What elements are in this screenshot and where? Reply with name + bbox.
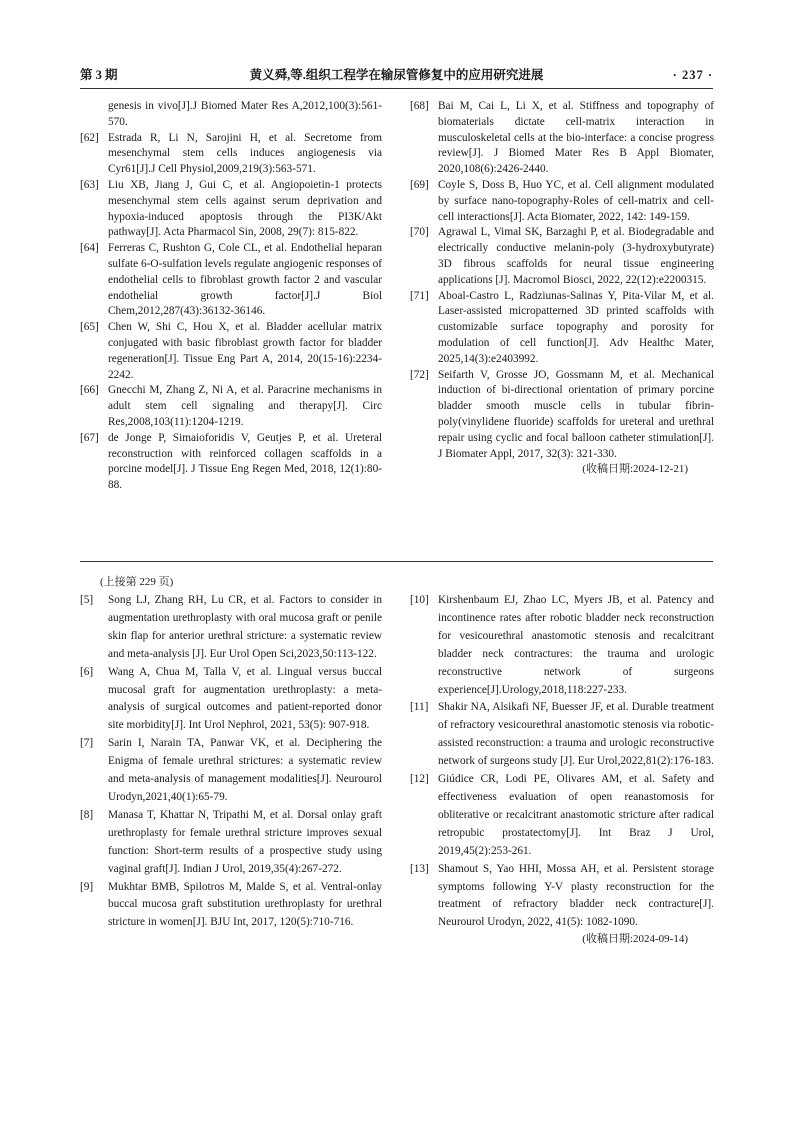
reference-item: [11] Shakir NA, Alsikafi NF, Buesser JF, et al. Durable treatment of refractory vesicourethral anastomotic stenosis via robotic-assisted reconstruction: a trauma and urologic reconstructive network of surgeons study [J]. Eur Urol,2022,81(2):176-183. xyxy=(410,701,714,768)
reference-item: [68] Bai M, Cai L, Li X, et al. Stiffness and topography of biomaterials dictate cell-matrix interaction in musculoskeletal cells at the bio-interface: a concise progress review[J]. J Biomed Mater Res B Appl Biomater, 2020,108(6):2426-2440. xyxy=(410,100,714,176)
received-date: (收稿日期:2024-09-14) xyxy=(582,933,688,946)
reference-item: [13] Shamout S, Yao HHI, Mossa AH, et al. Persistent storage symptoms following Y-V plasty reconstruction for the treatment of refractory bladder neck contracture[J]. Neurourol Urodyn, 2022, 41(5): 1082-1090. xyxy=(410,862,714,929)
top-right-references xyxy=(410,99,714,478)
received-date: (收稿日期:2024-12-21) xyxy=(582,463,688,476)
reference-text: Ferreras C, Rushton G, Cole CL, et al. Endothelial heparan sulfate 6-O-sulfation levels regulate angiogenic responses of endothelial cells to fibroblast growth factor 2 and vascular endothelial growth factor[J].J Biol Chem,2012,287(43):36132-36146. xyxy=(108,242,382,318)
reference-item: [70] Agrawal L, Vimal SK, Barzaghi P, et al. Biodegradable and electrically conductive melanin-poly (3-hydroxybutyrate) 3D fibrous scaffolds for neural tissue engineering applications [J]. Macromol Biosci, 2022, 22(12):e2200315. xyxy=(410,226,714,286)
reference-item: [71] Aboal-Castro L, Radziunas-Salinas Y, Pita-Vilar M, et al. Laser-assisted micropatterned 3D printed scaffolds with customizable surface topography and porosity for modulation of cell function[J]. Adv Healthc Mater, 2025,14(3):e2403992. xyxy=(410,289,714,365)
section-divider xyxy=(80,561,713,562)
reference-item: [66] Gnecchi M, Zhang Z, Ni A, et al. Paracrine mechanisms in adult stem cell signaling and therapy[J]. Circ Res,2008,103(11):1204-1219. xyxy=(80,384,382,428)
reference-text: Bai M, Cai L, Li X, et al. Stiffness and topography of biomaterials dictate cell-matrix interaction in musculoskeletal cells at the bio-interface: a concise progress review[J]. J Biomed Mater Res B Appl Biomater, 2020,108(6):2426-2440. xyxy=(438,100,714,176)
continued-from-note: (上接第 229 页) xyxy=(100,576,174,588)
bottom-right-references xyxy=(410,592,714,948)
bottom-left-references xyxy=(80,592,382,932)
reference-item: [67] de Jonge P, Simaioforidis V, Geutjes P, et al. Ureteral reconstruction with reinforced collagen scaffolds in a porcine model[J]. J Tissue Eng Regen Med, 2018, 12(1):80-88. xyxy=(80,431,382,492)
reference-item: [7] Sarin I, Narain TA, Panwar VK, et al. Deciphering the Enigma of female urethral strictures: a systematic review and meta-analysis of management modalities[J]. Neurourol Urodyn,2021,40(1):65-79. xyxy=(80,737,382,803)
reference-text: Wang A, Chua M, Talla V, et al. Lingual versus buccal mucosal graft for augmentation urethroplasty: a meta-analysis of surgical outcomes and patient-reported donor site morbidity[J]. Int Urol Nephrol, 2021, 53(5): 907-918. xyxy=(108,665,382,732)
reference-text: Mukhtar BMB, Spilotros M, Malde S, et al. Ventral-onlay buccal mucosa graft substitution urethroplasty for urethral stricture in women[J]. BJU Int, 2017, 120(5):710-716. xyxy=(108,880,382,929)
reference-text: Liu XB, Jiang J, Gui C, et al. Angiopoietin-1 protects mesenchymal stem cells against serum deprivation and hypoxia-induced apoptosis through the PI3K/Akt pathway[J]. Acta Pharmacol Sin, 2008, 29(7): 815-822. xyxy=(108,178,382,239)
reference-text: Estrada R, Li N, Sarojini H, et al. Secretome from mesenchymal stem cells induces angiogenesis via Cyr61[J].J Cell Physiol,2009,219(3):563-571. xyxy=(108,131,382,176)
reference-text: Shamout S, Yao HHI, Mossa AH, et al. Persistent storage symptoms following Y-V plasty reconstruction for the treatment of refractory bladder neck contracture[J]. Neurourol Urodyn, 2022, 41(5): 1082-1090. xyxy=(438,862,714,929)
reference-item: [65] Chen W, Shi C, Hou X, et al. Bladder acellular matrix conjugated with basic fibroblast growth factor for bladder regeneration[J]. Tissue Eng Part A, 2014, 20(15-16):2234-2242. xyxy=(80,321,382,381)
header-rule xyxy=(80,88,713,89)
reference-item: [6] Wang A, Chua M, Talla V, et al. Lingual versus buccal mucosal graft for augmentation urethroplasty: a meta-analysis of surgical outcomes and patient-reported donor site morbidity[J]. Int Urol Nephrol, 2021, 53(5): 907-918. xyxy=(80,665,382,732)
reference-item: [72] Seifarth V, Grosse JO, Gossmann M, et al. Mechanical induction of bi-directional orientation of primary porcine bladder smooth muscle cells in tubular fibrin-poly(vinylidene fluoride) scaffolds for ureteral and urethral repair using cyclic and focal balloon catheter stimulation[J]. J Biomater Appl, 2017, 32(3): 321-330. xyxy=(410,368,714,460)
reference-item: [62] Estrada R, Li N, Sarojini H, et al. Secretome from mesenchymal stem cells induces angiogenesis via Cyr61[J].J Cell Physiol,2009,219(3):563-571. xyxy=(80,131,382,176)
reference-text: Gnecchi M, Zhang Z, Ni A, et al. Paracrine mechanisms in adult stem cell signaling and therapy[J]. Circ Res,2008,103(11):1204-1219. xyxy=(108,384,382,428)
reference-item: [69] Coyle S, Doss B, Huo YC, et al. Cell alignment modulated by surface nano-topography-Roles of cell-matrix and cell-cell interactions[J]. Acta Biomater, 2022, 142: 149-159. xyxy=(410,178,714,223)
reference-text: Coyle S, Doss B, Huo YC, et al. Cell alignment modulated by surface nano-topography-Roles of cell-matrix and cell-cell interactions[J]. Acta Biomater, 2022, 142: 149-159. xyxy=(438,178,714,223)
top-left-references xyxy=(80,99,382,494)
reference-item: [9] Mukhtar BMB, Spilotros M, Malde S, et al. Ventral-onlay buccal mucosa graft substitution urethroplasty for urethral stricture in women[J]. BJU Int, 2017, 120(5):710-716. xyxy=(80,880,382,929)
reference-text: Kirshenbaum EJ, Zhao LC, Myers JB, et al. Patency and incontinence rates after robotic bladder neck reconstruction for vesicourethral anastomotic stenosis and recalcitrant bladder neck contractures: the trauma and urologic reconstructive network of surgeons experience[J].Urology,2018,118:227-233. xyxy=(438,594,714,696)
reference-item: [5] Song LJ, Zhang RH, Lu CR, et al. Factors to consider in augmentation urethroplasty with oral mucosa graft or penile skin flap for anterior urethral stricture: a systematic review and meta-analysis [J]. Eur Urol Open Sci,2023,50:113-122. xyxy=(80,594,382,660)
reference-text: Giúdice CR, Lodi PE, Olivares AM, et al. Safety and effectiveness evaluation of open reanastomosis for obliterative or recalcitrant anastomotic stricture after radical retropubic prostatectomy[J]. Int Braz J Urol, 2019,45(2):253-261. xyxy=(438,773,714,857)
reference-text: Sarin I, Narain TA, Panwar VK, et al. Deciphering the Enigma of female urethral strictures: a systematic review and meta-analysis of management modalities[J]. Neurourol Urodyn,2021,40(1):65-79. xyxy=(108,737,382,803)
reference-item: [64] Ferreras C, Rushton G, Cole CL, et al. Endothelial heparan sulfate 6-O-sulfation levels regulate angiogenic responses of endothelial cells to fibroblast growth factor 2 and vascular endothelial growth factor[J].J Biol Chem,2012,287(43):36132-36146. xyxy=(80,242,382,318)
reference-item: [10] Kirshenbaum EJ, Zhao LC, Myers JB, et al. Patency and incontinence rates after robotic bladder neck reconstruction for vesicourethral anastomotic stenosis and recalcitrant bladder neck contractures: the trauma and urologic reconstructive network of surgeons experience[J].Urology,2018,118:227-233. xyxy=(410,594,714,696)
reference-text: Agrawal L, Vimal SK, Barzaghi P, et al. Biodegradable and electrically conductive melanin-poly (3-hydroxybutyrate) 3D fibrous scaffolds for neural tissue engineering applications [J]. Macromol Biosci, 2022, 22(12):e2200315. xyxy=(438,226,714,286)
reference-text: Chen W, Shi C, Hou X, et al. Bladder acellular matrix conjugated with basic fibroblast growth factor for bladder regeneration[J]. Tissue Eng Part A, 2014, 20(15-16):2234-2242. xyxy=(108,321,382,381)
reference-text: Manasa T, Khattar N, Tripathi M, et al. Dorsal onlay graft urethroplasty for female urethral stricture improves sexual function: Short-term results of a prospective study using vaginal graft[J]. Indian J Urol, 2019,35(4):267-272. xyxy=(108,808,382,875)
reference-text: Shakir NA, Alsikafi NF, Buesser JF, et al. Durable treatment of refractory vesicourethral anastomotic stenosis via robotic-assisted reconstruction: a trauma and urologic reconstructive network of surgeons study [J]. Eur Urol,2022,81(2):176-183. xyxy=(438,701,714,768)
reference-text: genesis in vivo[J].J Biomed Mater Res A,2012,100(3):561-570. xyxy=(108,100,382,128)
reference-text: de Jonge P, Simaioforidis V, Geutjes P, et al. Ureteral reconstruction with reinforced collagen scaffolds in a porcine model[J]. J Tissue Eng Regen Med, 2018, 12(1):80-88. xyxy=(108,431,382,492)
reference-item: [12] Giúdice CR, Lodi PE, Olivares AM, et al. Safety and effectiveness evaluation of open reanastomosis for obliterative or recalcitrant anastomotic stricture after radical retropubic prostatectomy[J]. Int Braz J Urol, 2019,45(2):253-261. xyxy=(410,773,714,857)
reference-item: [63] Liu XB, Jiang J, Gui C, et al. Angiopoietin-1 protects mesenchymal stem cells against serum deprivation and hypoxia-induced apoptosis through the PI3K/Akt pathway[J]. Acta Pharmacol Sin, 2008, 29(7): 815-822. xyxy=(80,178,382,239)
running-title: 黄义舜,等.组织工程学在输尿管修复中的应用研究进展 xyxy=(249,68,544,82)
reference-text: Seifarth V, Grosse JO, Gossmann M, et al. Mechanical induction of bi-directional orientation of primary porcine bladder smooth muscle cells in tubular fibrin-poly(vinylidene fluoride) scaffolds for ureteral and urethral repair using cyclic and focal balloon catheter stimulation[J]. J Biomater Appl, 2017, 32(3): 321-330. xyxy=(438,368,714,460)
page-number: · 237 · xyxy=(672,68,713,82)
running-header xyxy=(80,66,713,84)
reference-item xyxy=(80,99,382,131)
issue-number: 第 3 期 xyxy=(80,68,118,82)
reference-text: Aboal-Castro L, Radziunas-Salinas Y, Pita-Vilar M, et al. Laser-assisted micropatterned 3D printed scaffolds with customizable surface topography and porosity for modulation of cell function[J]. Adv Healthc Mater, 2025,14(3):e2403992. xyxy=(438,289,714,365)
reference-item: [8] Manasa T, Khattar N, Tripathi M, et al. Dorsal onlay graft urethroplasty for female urethral stricture improves sexual function: Short-term results of a prospective study using vaginal graft[J]. Indian J Urol, 2019,35(4):267-272. xyxy=(80,808,382,875)
reference-text: Song LJ, Zhang RH, Lu CR, et al. Factors to consider in augmentation urethroplasty with oral mucosa graft or penile skin flap for anterior urethral stricture: a systematic review and meta-analysis [J]. Eur Urol Open Sci,2023,50:113-122. xyxy=(108,594,382,660)
